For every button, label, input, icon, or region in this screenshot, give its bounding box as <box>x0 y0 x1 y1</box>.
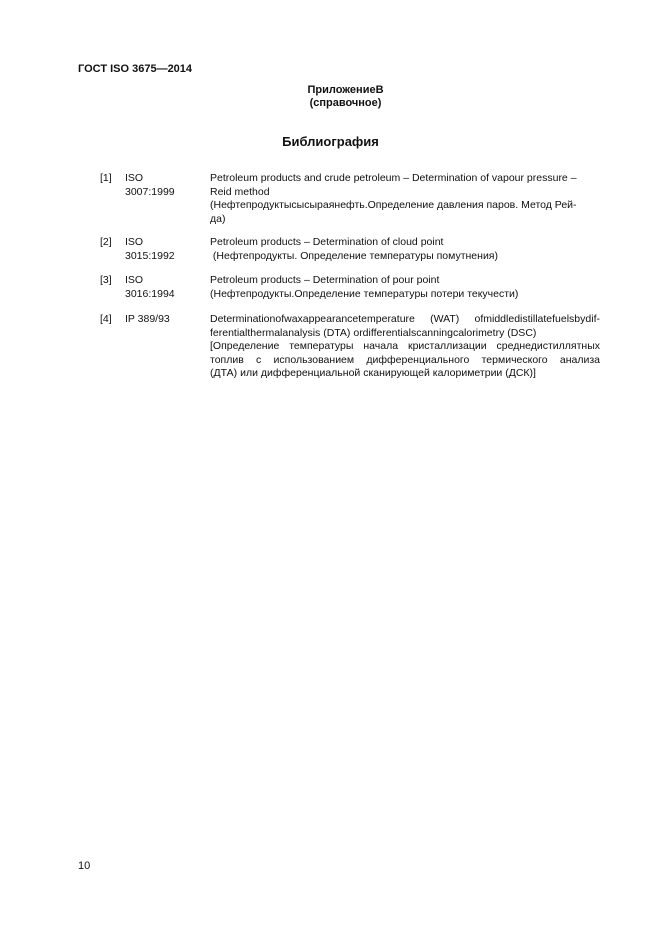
page-number: 10 <box>78 860 91 872</box>
entry-number: [4] <box>100 313 112 325</box>
entry-title <box>210 274 600 301</box>
bibliography-entry-4 <box>100 313 600 381</box>
entry-number: [1] <box>100 172 112 184</box>
code-line: ISO <box>125 274 144 286</box>
title-line: (Нефтепродуктысысыраянефть.Определение давления паров. Метод Рей- <box>210 199 577 211</box>
entry-standard-code <box>125 236 205 263</box>
code-line: ISO <box>125 236 144 248</box>
annex-subtitle: (справочное) <box>309 97 382 109</box>
document-code: ГОСТ ISO 3675—2014 <box>78 63 193 75</box>
title-line: да) <box>210 212 226 225</box>
entry-standard-code <box>125 313 205 327</box>
entry-title <box>210 313 600 381</box>
entry-standard-code <box>125 274 205 301</box>
title-line: Reid method <box>210 185 270 198</box>
title-line: (ДТА) или дифференциальной сканирующей калориметрии (ДСК)] <box>210 367 536 379</box>
code-line: 3007:1999 <box>125 185 175 198</box>
title-line: (Нефтепродукты.Определение температуры потери текучести) <box>210 287 519 300</box>
code-line: IP 389/93 <box>125 313 170 325</box>
annex-heading <box>0 84 661 110</box>
bibliography-entry-3 <box>100 274 600 301</box>
entry-title <box>210 236 600 263</box>
title-line: (Нефтепродукты. Определение температуры помутнения) <box>210 249 498 262</box>
code-line: 3015:1992 <box>125 249 175 262</box>
title-line: [Определение температуры начала кристаллизации среднедистиллятных <box>210 340 600 352</box>
bibliography-entry-2 <box>100 236 600 263</box>
code-line: 3016:1994 <box>125 287 175 300</box>
bibliography-entry-1 <box>100 172 600 226</box>
annex-title: ПриложениеВ <box>307 84 384 96</box>
title-line: ferentialthermalanalysis (DTA) ordifferentialscanningcalorimetry (DSC) <box>210 326 537 339</box>
title-line: Determinationofwaxappearancetemperature (WAT) ofmiddledistillatefuelsbydif- <box>210 313 600 325</box>
title-line: Petroleum products – Determination of pour point <box>210 274 440 286</box>
entry-number: [3] <box>100 274 112 286</box>
bibliography-title: Библиография <box>282 134 379 149</box>
entry-title <box>210 172 600 226</box>
entry-standard-code <box>125 172 205 199</box>
title-line: Petroleum products – Determination of cloud point <box>210 236 444 248</box>
title-line: Petroleum products and crude petroleum – Determination of vapour pressure – <box>210 172 577 184</box>
title-line: топлив с использованием дифференциального термического анализа <box>210 353 600 366</box>
entry-number: [2] <box>100 236 112 248</box>
code-line: ISO <box>125 172 144 184</box>
